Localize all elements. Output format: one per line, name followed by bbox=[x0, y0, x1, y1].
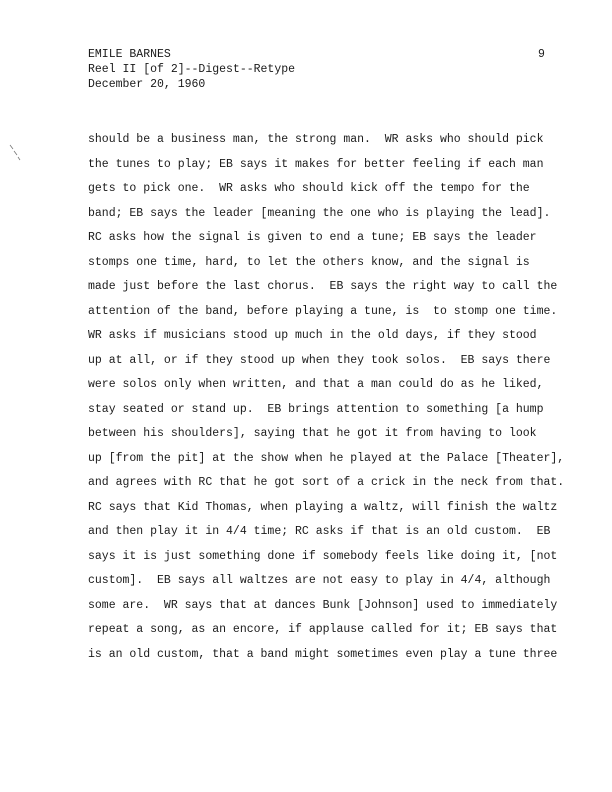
text-line: up at all, or if they stood up when they took solos. EB says there bbox=[88, 353, 551, 367]
text-line: stomps one time, hard, to let the others know, and the signal is bbox=[88, 255, 530, 269]
transcript-body bbox=[88, 128, 588, 667]
text-line: and then play it in 4/4 time; RC asks if that is an old custom. EB bbox=[88, 525, 551, 538]
document-header bbox=[88, 47, 295, 92]
text-line: gets to pick one. WR asks who should kick off the tempo for the bbox=[88, 182, 530, 195]
text-line: WR asks if musicians stood up much in the old days, if they stood bbox=[88, 329, 537, 342]
text-line: were solos only when written, and that a man could do as he liked, bbox=[88, 378, 544, 391]
interview-date: December 20, 1960 bbox=[88, 78, 206, 91]
text-line: RC asks how the signal is given to end a tune; EB says the leader bbox=[88, 231, 537, 244]
text-line: made just before the last chorus. EB says the right way to call the bbox=[88, 280, 558, 293]
interviewee-name: EMILE BARNES bbox=[88, 48, 171, 61]
text-line: says it is just something done if somebody feels like doing it, [not bbox=[88, 549, 558, 563]
text-line: should be a business man, the strong man. WR asks who should pick bbox=[88, 133, 544, 146]
text-line: RC says that Kid Thomas, when playing a waltz, will finish the waltz bbox=[88, 500, 558, 514]
text-line: the tunes to play; EB says it makes for better feeling if each man bbox=[88, 157, 544, 171]
text-line: and agrees with RC that he got sort of a crick in the neck from that. bbox=[88, 476, 565, 489]
text-line: stay seated or stand up. EB brings attention to something [a hump bbox=[88, 402, 544, 416]
text-line: is an old custom, that a band might sometimes even play a tune three bbox=[88, 647, 558, 661]
text-line: up [from the pit] at the show when he played at the Palace [Theater], bbox=[88, 451, 565, 465]
text-line: custom]. EB says all waltzes are not easy to play in 4/4, although bbox=[88, 574, 551, 587]
margin-smudge-mark bbox=[8, 143, 22, 163]
text-line: some are. WR says that at dances Bunk [Johnson] used to immediately bbox=[88, 598, 558, 612]
text-line: band; EB says the leader [meaning the one who is playing the lead]. bbox=[88, 206, 551, 220]
text-line: repeat a song, as an encore, if applause called for it; EB says that bbox=[88, 623, 558, 636]
reel-info: Reel II [of 2]--Digest--Retype bbox=[88, 63, 296, 76]
text-line: attention of the band, before playing a tune, is to stomp one time. bbox=[88, 304, 558, 318]
page-number: 9 bbox=[538, 48, 545, 61]
text-line: between his shoulders], saying that he got it from having to look bbox=[88, 427, 537, 440]
